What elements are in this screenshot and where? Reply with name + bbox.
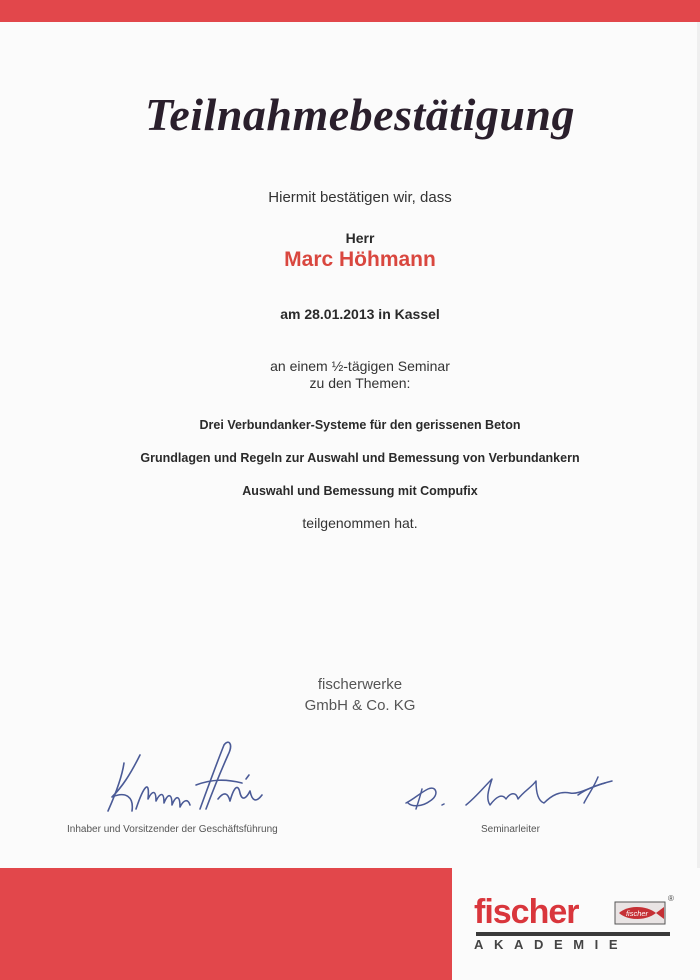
owner-signature: [100, 735, 275, 820]
participant-name: Marc Höhmann: [284, 248, 436, 271]
registered-mark: ®: [668, 894, 674, 903]
certificate-title: Teilnahmebestätigung: [144, 89, 576, 140]
topic-item: Grundlagen und Regeln zur Auswahl und Bemessung von Verbundankern: [140, 451, 580, 465]
date-location: am 28.01.2013 in Kassel: [280, 306, 440, 322]
topic-item: Drei Verbundanker-Systeme für den gerissenen Beton: [199, 418, 521, 432]
closing-text: teilgenommen hat.: [302, 515, 418, 531]
logo-wordmark: fischer: [474, 893, 579, 931]
topic-item: Auswahl und Bemessung mit Compufix: [242, 484, 478, 498]
seminar-leader-caption: Seminarleiter: [481, 824, 540, 835]
fish-emblem-icon: [614, 901, 666, 925]
logo-subtitle: AKADEMIE: [474, 937, 629, 952]
fischer-akademie-logo: [474, 890, 682, 960]
top-red-band: [0, 0, 700, 22]
svg-text:fischer: fischer: [625, 909, 649, 918]
owner-title-caption: Inhaber und Vorsitzender der Geschäftsführung: [67, 824, 278, 835]
seminar-topics-intro: zu den Themen:: [309, 375, 411, 391]
seminar-leader-signature: [400, 765, 615, 815]
intro-text: Hiermit bestätigen wir, dass: [268, 189, 452, 206]
bottom-red-band: [0, 868, 452, 980]
seminar-description: an einem ½-tägigen Seminar: [270, 358, 450, 374]
salutation: Herr: [345, 230, 375, 246]
company-legal-form: GmbH & Co. KG: [304, 697, 416, 714]
company-name: fischerwerke: [317, 676, 403, 693]
